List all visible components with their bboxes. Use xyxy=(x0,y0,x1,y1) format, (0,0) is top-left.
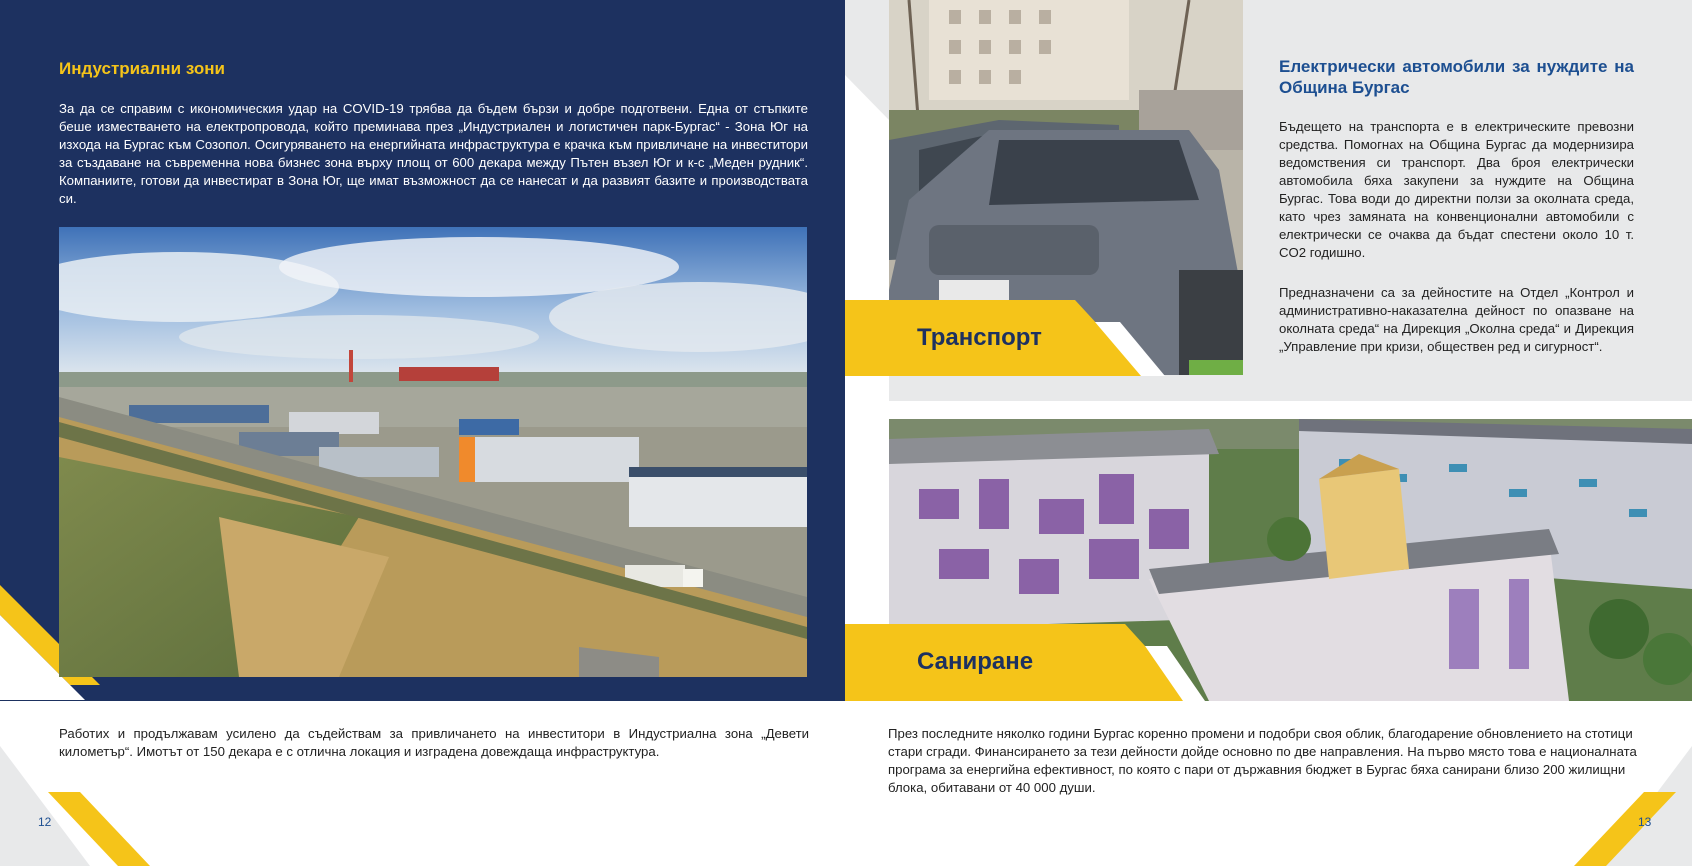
electric-cars-heading: Електрически автомобили за нуждите на Община Бургас xyxy=(1279,57,1634,97)
transport-label: Транспорт xyxy=(917,324,1042,351)
renovation-paragraph: През последните няколко години Бургас коренно промени и подобри своя облик, благодарение обновлението на стотици стари сгради. Финансирането за тези дейности дойде основно по две направления. На първо място това е националната програма за енергийна ефективност, по която с пари от държавния бюджет в Бургас бяха санирани близо 200 жилищни блока, обитавани от 40 000 души. xyxy=(888,726,1637,795)
page-number-right: 13 xyxy=(1638,815,1652,829)
page-number-left: 12 xyxy=(38,815,52,829)
industrial-zone-photo xyxy=(59,227,807,677)
industrial-zones-heading: Индустриални зони xyxy=(59,59,225,78)
industrial-zone-nine-km-paragraph: Работих и продължавам усилено да съдействам за привличането на инвеститори в Индустриална зона „Девети километър“. Имотът от 150 декара е с отлична локация и изградена довеждаща инфраструктура. xyxy=(59,726,809,759)
electric-cars-paragraph-1: Бъдещето на транспорта е в електрическите превозни средства. Помогнах на Община Бургас да модернизира ведомствения си транспорт. Два броя електрически автомобила бяха закупени за нуждите на Община Бургас. Това води до директни ползи за околната среда, като чрез замяната на конвенционални автомобили с електрически се очаква да бъдат спестени около 10 т. CO2 годишно. xyxy=(1279,119,1634,260)
industrial-zones-paragraph: За да се справим с икономическия удар на COVID-19 трябва да бъдем бързи и добре подготвени. Една от стъпките беше изместването на електропровода, който преминава през „Индустриален и логистичен парк-Бургас“ - Зона Юг на изхода на Бургас към Созопол. Осигуряването на енергийната инфраструктура е крачка към привличане на инвеститори за създаване на съвременна нова бизнес зона върху площ от 600 декара между Пътен възел Юг и к-с „Меден рудник“. Компаниите, готови да инвестират в Зона Юг, ще имат възможност да се нанесат и да развият базите и производствата си. xyxy=(59,101,808,206)
electric-cars-paragraph-2: Предназначени са за дейностите на Отдел „Контрол и административно-наказателна дейност по опазване на околната среда“ на Дирекция „Околна среда“ и Дирекция „Управление при кризи, обществен ред и сигурност“. xyxy=(1279,285,1634,354)
bottom-right-decoration xyxy=(1560,746,1692,866)
renovation-label: Саниране xyxy=(917,648,1034,675)
bottom-left-decoration xyxy=(0,746,150,866)
